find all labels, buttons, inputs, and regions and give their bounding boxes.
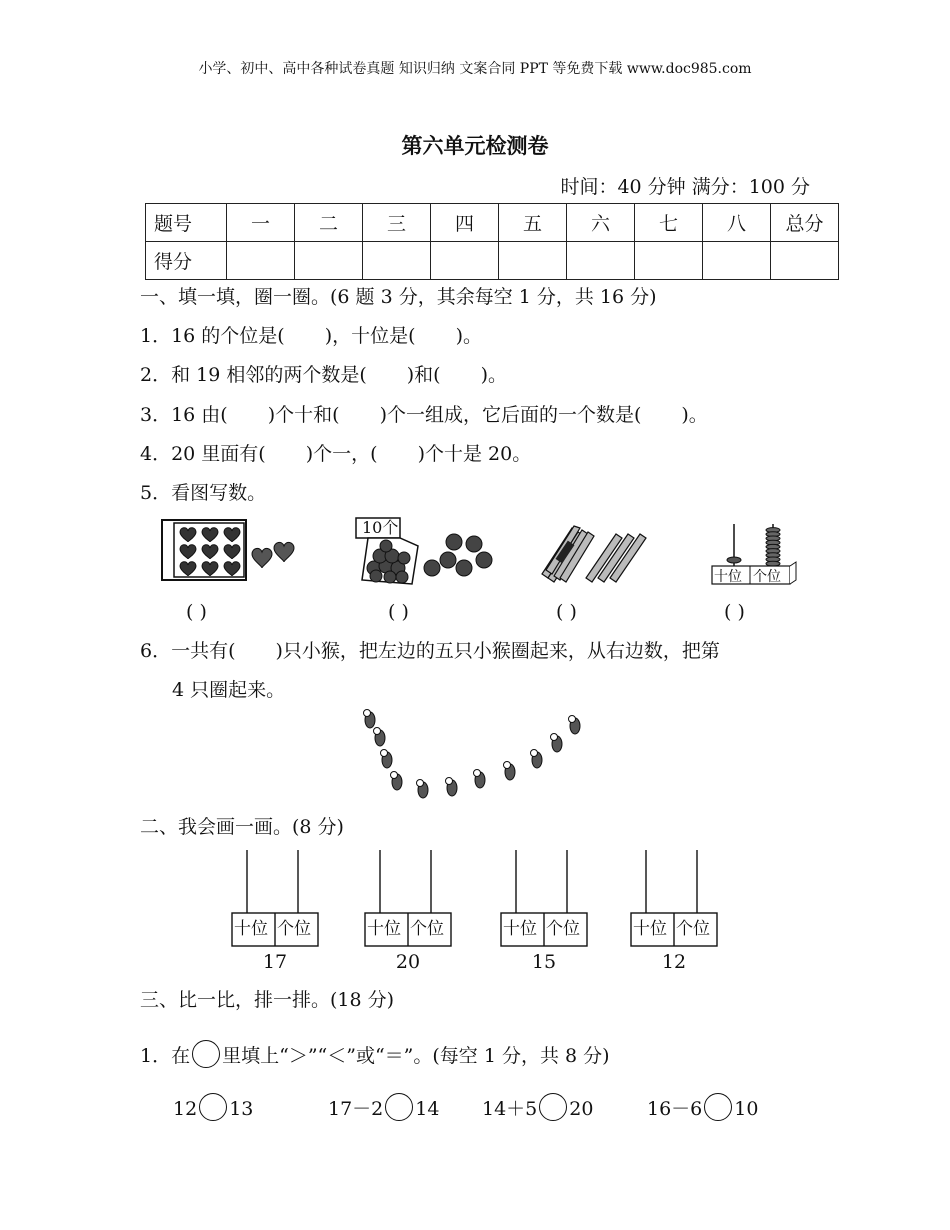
score-cell: 八 bbox=[703, 204, 771, 242]
score-cell: 三 bbox=[363, 204, 431, 242]
counter-ones-label: 个位 bbox=[410, 919, 444, 939]
question-6: 6．一共有( )只小猴，把左边的五只小猴圈起来，从右边数，把第 bbox=[140, 640, 720, 662]
compare-circle[interactable] bbox=[539, 1093, 567, 1121]
counter-number: 12 bbox=[661, 951, 687, 973]
part3-question-1: 1．在 里填上“＞”“＜”或“＝”。(每空 1 分，共 8 分) bbox=[140, 1040, 610, 1068]
answer-parentheses[interactable]: ( ) bbox=[186, 601, 207, 623]
comparison-item: 17－2 14 bbox=[328, 1093, 439, 1121]
page-header: 小学、初中、高中各种试卷真题 知识归纳 文案合同 PPT 等免费下载 www.doc985.com bbox=[198, 61, 752, 77]
page-title: 第六单元检测卷 bbox=[401, 134, 549, 158]
counter-ones-label: 个位 bbox=[546, 919, 580, 939]
abacus-tens-label: 十位 bbox=[714, 569, 742, 585]
question-4: 4．20 里面有( )个一，( )个十是 20。 bbox=[140, 443, 532, 465]
counter-tens-label: 十位 bbox=[234, 919, 268, 939]
question-3: 3．16 由( )个十和( )个一组成，它后面的一个数是( )。 bbox=[140, 404, 708, 426]
score-cell: 四 bbox=[431, 204, 499, 242]
score-cell: 题号 bbox=[146, 204, 227, 242]
time-info: 时间：40 分钟 满分：100 分 bbox=[560, 176, 810, 198]
compare-circle-icon bbox=[192, 1040, 220, 1068]
question-1: 1．16 的个位是( )，十位是( )。 bbox=[140, 325, 482, 347]
answer-parentheses[interactable]: ( ) bbox=[724, 601, 745, 623]
counter-ones-label: 个位 bbox=[676, 919, 710, 939]
score-cell: 一 bbox=[227, 204, 295, 242]
question-5: 5．看图写数。 bbox=[140, 482, 267, 504]
counter-tens-label: 十位 bbox=[503, 919, 537, 939]
question-6-line2: 4 只圈起来。 bbox=[172, 679, 286, 701]
compare-circle[interactable] bbox=[199, 1093, 227, 1121]
comparison-item: 16－6 10 bbox=[647, 1093, 758, 1121]
counter-number: 20 bbox=[395, 951, 421, 973]
counter-number: 17 bbox=[262, 951, 288, 973]
part2-heading: 二、我会画一画。(8 分) bbox=[140, 816, 344, 838]
score-cell: 七 bbox=[635, 204, 703, 242]
compare-circle[interactable] bbox=[704, 1093, 732, 1121]
comparison-item: 12 13 bbox=[173, 1093, 253, 1121]
score-row-label: 得分 bbox=[146, 242, 227, 280]
part1-heading: 一、填一填，圈一圈。(6 题 3 分，其余每空 1 分，共 16 分) bbox=[140, 286, 657, 308]
comparison-item: 14＋5 20 bbox=[482, 1093, 593, 1121]
counter-tens-label: 十位 bbox=[633, 919, 667, 939]
question-2: 2．和 19 相邻的两个数是( )和( )。 bbox=[140, 364, 508, 386]
score-cell: 总分 bbox=[771, 204, 839, 242]
answer-parentheses[interactable]: ( ) bbox=[556, 601, 577, 623]
counter-tens-label: 十位 bbox=[367, 919, 401, 939]
score-cell: 五 bbox=[499, 204, 567, 242]
bag-label: 10个 bbox=[362, 518, 399, 537]
counter-number: 15 bbox=[531, 951, 557, 973]
counter-ones-label: 个位 bbox=[277, 919, 311, 939]
part3-heading: 三、比一比，排一排。(18 分) bbox=[140, 989, 395, 1011]
score-cell: 六 bbox=[567, 204, 635, 242]
score-cell: 二 bbox=[295, 204, 363, 242]
compare-circle[interactable] bbox=[385, 1093, 413, 1121]
abacus-ones-label: 个位 bbox=[753, 569, 781, 585]
answer-parentheses[interactable]: ( ) bbox=[388, 601, 409, 623]
